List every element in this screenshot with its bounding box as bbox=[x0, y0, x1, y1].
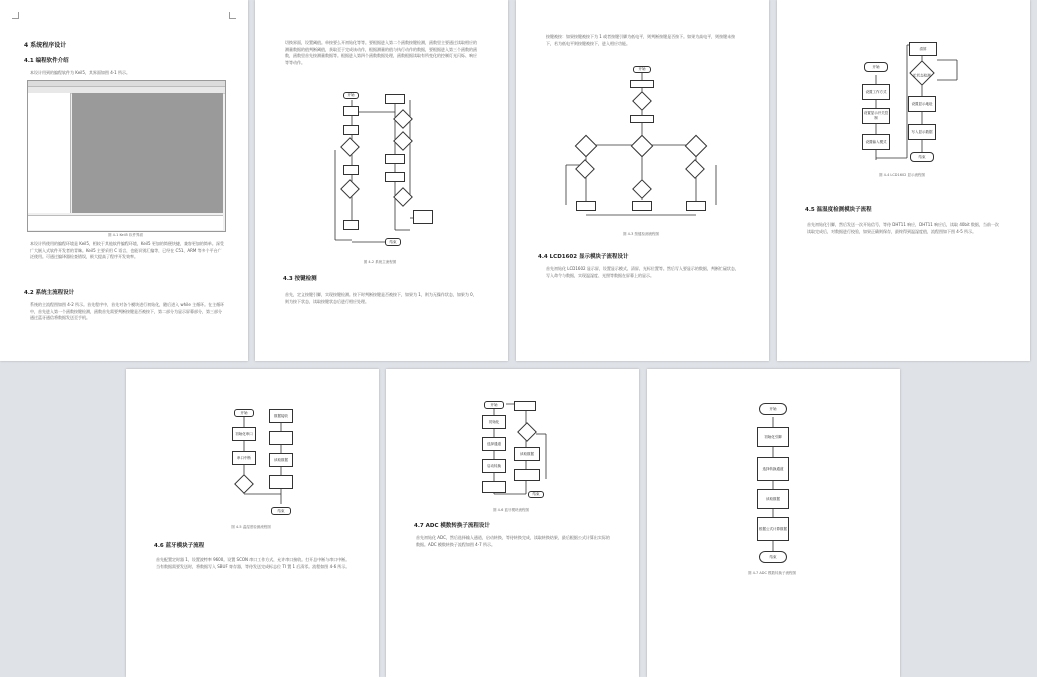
paragraph: 首先初始化 ADC，然后选择输入通道，启动转换，等待转换完成，读取转换结果，最后根据公式计算出实际的数据。ADC 模数转换子流程如图 4-7 所示。 bbox=[416, 535, 610, 547]
paragraph: 按键被按：如果按键被按下为 1 或者按键引脚为低电平，则判断按键是否按下。如果为高电平，则按键未按下，若为低电平则按键被按下，进入相应功能。 bbox=[546, 34, 736, 46]
paragraph: 系统的主流程图如图 4-2 所示。首先程序中，首先对各个模块进行初始化，随后进入 while 主循环。在主循环中，首先进入第一个函数按键检测，函数首先需要判断按键是否被按下，第二部分为显示屏幕部分，第三部分通过蓝牙通信将数据发送至手机。 bbox=[30, 302, 225, 320]
document-page-3[interactable] bbox=[516, 0, 769, 361]
flow-node-start: 开始 bbox=[343, 92, 359, 99]
flow-node-start: 开始 bbox=[633, 66, 651, 73]
flow-node: 结束 bbox=[271, 507, 291, 515]
flow-node bbox=[413, 210, 433, 224]
flow-node: 清屏 bbox=[909, 42, 937, 56]
adc-flow-start: 开始 bbox=[759, 403, 787, 415]
flow-node-end: 结束 bbox=[385, 238, 401, 246]
paragraph: 首先初始化 LCD1602 显示屏，设置显示模式、清屏、光标位置等。然后写入要显示的数据，判断忙碌状态，写入命令与数据，实现温湿度、光照等数据在屏幕上的显示。 bbox=[546, 266, 739, 278]
flow-node bbox=[343, 106, 359, 116]
flow-node bbox=[630, 115, 654, 123]
flow-node bbox=[343, 220, 359, 230]
flow-node bbox=[576, 201, 596, 211]
adc-flow-calculate: 根据公式计算数据 bbox=[757, 517, 789, 541]
paragraph: 本设计所使用的编程环境是 Keil5，相较于其他软件编程环境，Keil5 更加的简便快捷，兼容更加的简单。深受广大嵌入式软件开发者的青睐。Keil5 主要采用 C 语言，也能识别汇编等，已经在 C51、ARM 等多个平台广泛使用。可通过编译器检查错误，极大提高了程序开发效率。 bbox=[30, 241, 224, 259]
flow-node: 开始 bbox=[484, 401, 504, 409]
subsection-heading: 4.7 ADC 模数转换子流程设计 bbox=[414, 523, 490, 529]
adc-flow-end: 结束 bbox=[759, 551, 787, 563]
flow-node: 写入显示数据 bbox=[908, 124, 936, 140]
paragraph: 切换界面，设置阈值。单按要么开初始化等等。要根据进入第二个函数按键检测，函数里主要通过读取相应的测量数据的值判断阈值，获取至于完成该动作，根据测量的值与执行动作的数据，要根据进入第三个函数的函数，函数里首先按测量数据等。根据进入第四个函数数据处理，函数根据读取有所变化的控制灯光闪烁、响应等等动作。 bbox=[285, 40, 477, 65]
figure-caption: 图 4-2 系统主流程图 bbox=[363, 260, 397, 264]
flow-node bbox=[343, 125, 359, 135]
document-page-6[interactable] bbox=[386, 369, 639, 677]
flow-node: 结束 bbox=[910, 152, 934, 162]
lcd-flowchart-connectors bbox=[777, 0, 1030, 361]
decision-label: 忙状态检测 bbox=[913, 73, 931, 78]
figure-caption: 图 4-3 按键检测流程图 bbox=[623, 232, 659, 236]
document-page-4[interactable] bbox=[777, 0, 1030, 361]
flow-node bbox=[343, 165, 359, 175]
subsection-heading: 4.3 按键检测 bbox=[283, 276, 317, 282]
keil-screenshot-image bbox=[27, 80, 226, 232]
flow-node: 串口中断 bbox=[232, 451, 256, 465]
flow-node: 读取数据 bbox=[514, 447, 540, 461]
flow-node: 设置输入模式 bbox=[862, 134, 890, 150]
flow-node bbox=[385, 154, 405, 164]
figure-caption: 图 4-4 LCD1602 显示流程图 bbox=[878, 173, 926, 177]
flow-node: 设置显示地址 bbox=[908, 96, 936, 112]
flow-node-end: 结束 bbox=[528, 491, 544, 498]
document-page-2[interactable] bbox=[255, 0, 508, 361]
subsection-heading: 4.2 系统主流程设计 bbox=[24, 290, 75, 296]
flow-node bbox=[686, 201, 706, 211]
adc-flow-read-data: 读取数据 bbox=[757, 489, 789, 509]
paragraph: 首先初始化引脚，然后发送一次开始信号，等待 DHT11 响应，DHT11 响应后，读取 40bit 数据，当前一次读取完成后，对数据进行校验，如果正确则保存，最终得到温湿度值，流程图如下图 4-5 所示。 bbox=[807, 222, 999, 234]
document-page-5[interactable] bbox=[126, 369, 379, 677]
figure-caption: 图 4-7 ADC 模数转换子流程图 bbox=[747, 571, 797, 575]
flow-node: 初始化 bbox=[482, 415, 506, 429]
subsection-heading: 4.5 温湿度检测模块子流程 bbox=[805, 207, 872, 213]
adc-flow-init: 初始化引脚 bbox=[757, 427, 789, 447]
flow-node bbox=[482, 481, 506, 493]
figure-caption: 图 4-6 蓝牙模块流程图 bbox=[493, 508, 529, 512]
flow-node bbox=[514, 401, 536, 411]
adc-flow-select-channel: 选择转换通道 bbox=[757, 457, 789, 481]
flow-node bbox=[514, 469, 540, 481]
subsection-heading: 4.6 蓝牙模块子流程 bbox=[154, 543, 205, 549]
margin-mark bbox=[12, 12, 19, 19]
subsection-heading: 4.4 LCD1602 显示模块子流程设计 bbox=[538, 254, 629, 260]
flow-node: 选择通道 bbox=[482, 437, 506, 451]
figure-caption: 图 4-5 温湿度检测流程图 bbox=[231, 525, 271, 529]
flow-node: 初始化串口 bbox=[232, 427, 256, 441]
flow-node: 读取数据 bbox=[269, 453, 293, 467]
paragraph: 本设计用到的编程软件为 Keil5，其界面如图 4-1 所示。 bbox=[30, 70, 130, 75]
paragraph: 首先，定义按键引脚，实现按键检测。按下时判断按键是否被按下，如果为 1，则为无操作状态，如果为 0，则为按下状态，读取按键状态后进行相应处理。 bbox=[285, 292, 477, 304]
figure-caption: 图 4-1 Keil5 软件界面 bbox=[108, 233, 143, 237]
section-heading: 4 系统程序设计 bbox=[24, 42, 67, 49]
flow-node: 启动转换 bbox=[482, 459, 506, 473]
flow-node: 数据接收 bbox=[269, 409, 293, 423]
flow-node bbox=[630, 80, 654, 88]
margin-mark bbox=[229, 12, 236, 19]
flow-node bbox=[385, 172, 405, 182]
flow-node: 设置工作方式 bbox=[862, 84, 890, 100]
flow-node: 开始 bbox=[234, 409, 254, 417]
document-page-1[interactable] bbox=[0, 0, 248, 361]
subsection-heading: 4.1 编程软件介绍 bbox=[24, 58, 69, 64]
flow-node bbox=[269, 475, 293, 489]
flow-node bbox=[385, 94, 405, 104]
flow-node bbox=[269, 431, 293, 445]
flow-node: 开始 bbox=[864, 62, 888, 72]
paragraph: 首先配置定时器 1，设置波特率 9600。设置 SCON 串口工作方式，允许串口接收。打开总中断与串口中断。当有数据需要发送时，将数据写入 SBUF 寄存器，等待发送完成标志位 TI 置 1 后清零。流程如图 4-6 所示。 bbox=[156, 557, 350, 569]
document-page-7[interactable] bbox=[647, 369, 900, 677]
flow-node: 设置显示开关控制 bbox=[862, 108, 890, 124]
flow-node bbox=[632, 201, 652, 211]
